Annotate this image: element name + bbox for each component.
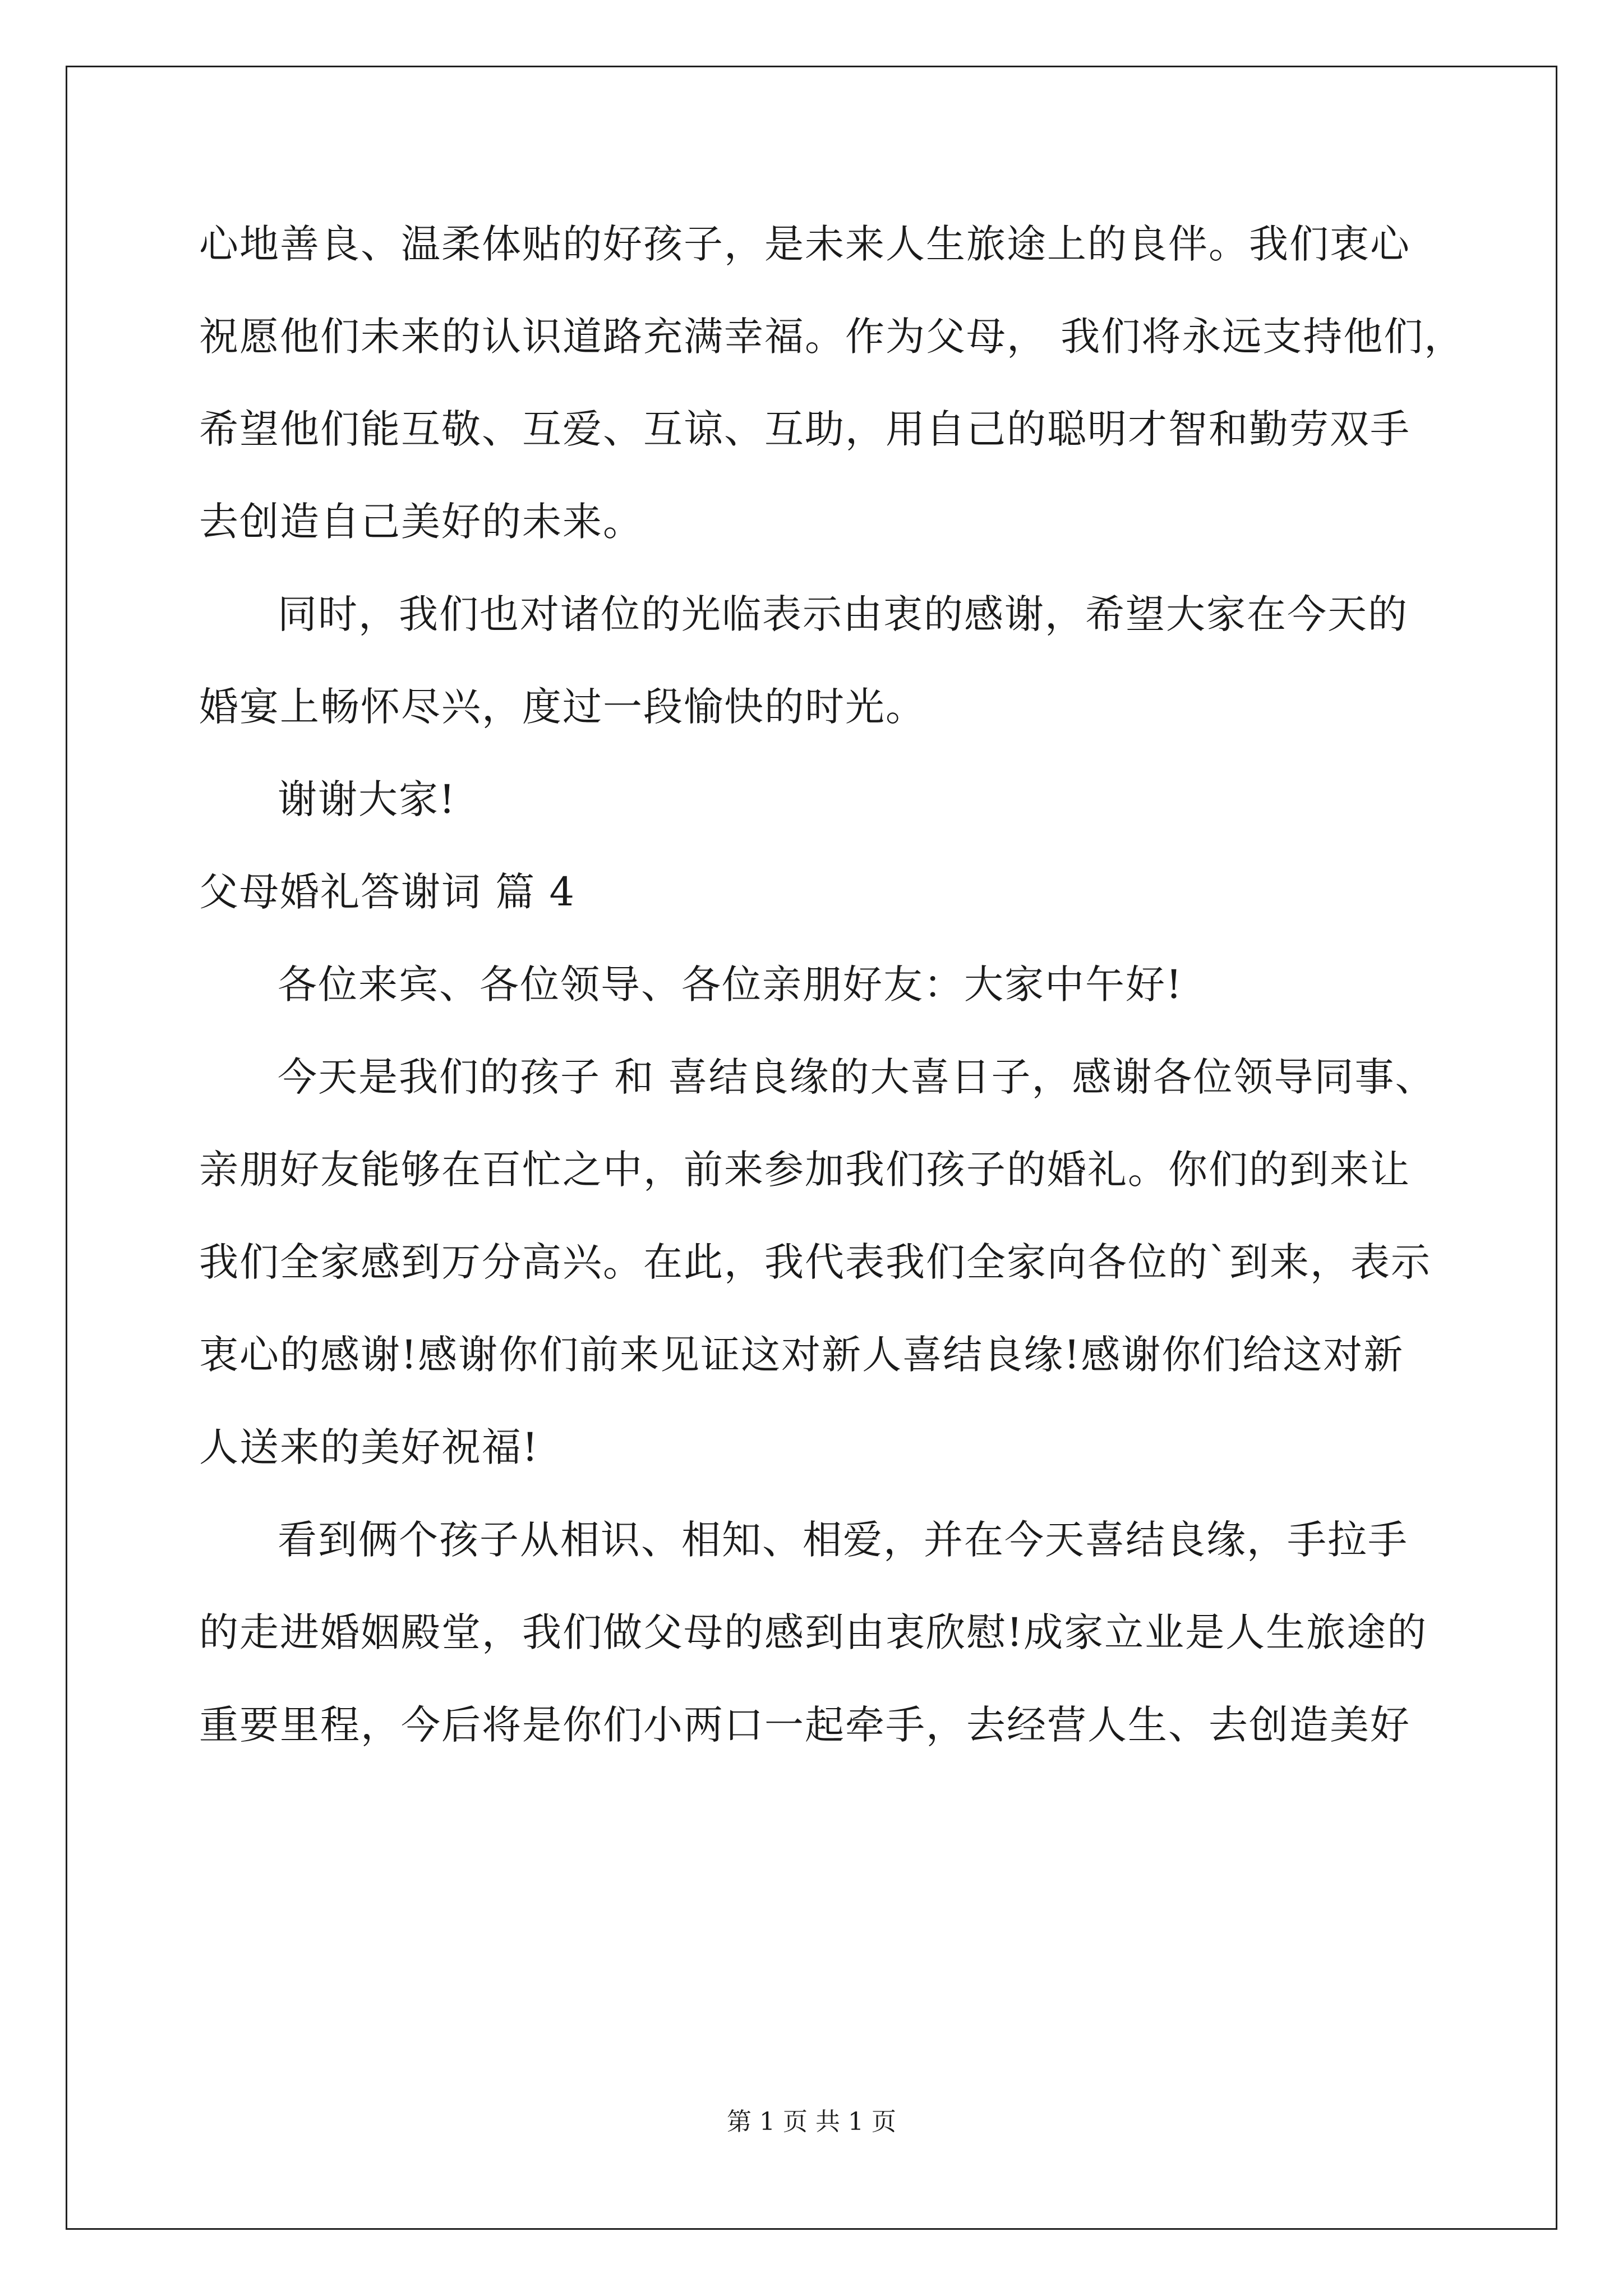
section-heading: 父母婚礼答谢词 篇 4 <box>199 869 576 915</box>
text-line: 衷心的感谢!感谢你们前来见证这对新人喜结良缘!感谢你们给这对新 <box>199 1332 1404 1378</box>
text-line: 婚宴上畅怀尽兴，度过一段愉快的时光。 <box>199 684 926 730</box>
text-line: 心地善良、温柔体贴的好孩子，是未来人生旅途上的良伴。我们衷心 <box>199 221 1410 267</box>
paragraph-line: 今天是我们的孩子 和 喜结良缘的大喜日子，感谢各位领导同事、 <box>278 1054 1436 1100</box>
text-line: 去创造自己美好的未来。 <box>199 499 643 545</box>
text-line: 人送来的美好祝福! <box>199 1424 540 1470</box>
text-line: 希望他们能互敬、互爱、互谅、互助，用自己的聪明才智和勤劳双手 <box>199 406 1410 452</box>
text-line: 的走进婚姻殿堂，我们做父母的感到由衷欣慰!成家立业是人生旅途的 <box>199 1609 1428 1655</box>
paragraph-line: 同时，我们也对诸位的光临表示由衷的感谢，希望大家在今天的 <box>278 591 1408 637</box>
text-line: 重要里程，今后将是你们小两口一起牵手，去经营人生、去创造美好 <box>199 1702 1410 1748</box>
text-line: 祝愿他们未来的认识道路充满幸福。作为父母， 我们将永远支持他们， <box>199 314 1465 360</box>
paragraph-line: 看到俩个孩子从相识、相知、相爱，并在今天喜结良缘，手拉手 <box>278 1517 1408 1563</box>
paragraph-line: 谢谢大家! <box>278 776 457 822</box>
page-footer: 第 1 页 共 1 页 <box>727 2108 896 2136</box>
paragraph-line: 各位来宾、各位领导、各位亲朋好友：大家中午好! <box>278 961 1183 1007</box>
text-line: 我们全家感到万分高兴。在此，我代表我们全家向各位的`到来，表示 <box>199 1239 1431 1285</box>
text-line: 亲朋好友能够在百忙之中，前来参加我们孩子的婚礼。你们的到来让 <box>199 1147 1410 1193</box>
